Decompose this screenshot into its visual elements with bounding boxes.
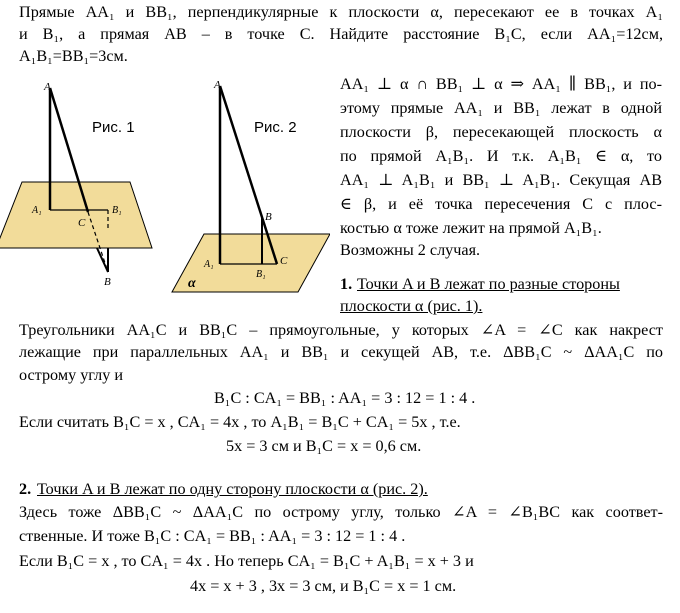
case-1-heading-a: Точки A и B лежат по разные стороны [357, 275, 620, 293]
case-1-heading-b: плоскости α (рис. 1). [340, 297, 483, 315]
case-2-number: 2. [19, 480, 32, 498]
label-a-fig1: A [44, 81, 51, 93]
case-1-line-3: острому углу и [19, 366, 124, 384]
label-c-fig2: C [280, 255, 288, 267]
case-1-number: 1. [340, 275, 353, 293]
label-c-fig1: C [78, 217, 86, 229]
label-b-fig1: B [104, 276, 111, 288]
label-b-fig2: B [265, 211, 272, 223]
figure-1-label: Рис. 1 [92, 119, 135, 136]
label-a1-fig1: A₁ [32, 205, 42, 216]
label-a1-fig2: A₁ [204, 259, 214, 270]
problem-line-1: Прямые AA₁ и BB₁, перпендикулярные к плоскости α, пересекают ее в точках A₁ [19, 3, 663, 21]
solution-right-line-2: этому прямые AA₁ и BB₁ лежат в одной [340, 99, 662, 117]
case-1-ratio: B₁C : CA₁ = BB₁ : AA₁ = 3 : 12 = 1 : 4 . [214, 389, 476, 407]
label-b1-fig2: B₁ [256, 269, 266, 280]
solution-right-line-7: костью α тоже лежит на прямой A₁B₁. [340, 219, 602, 237]
case-2-heading: Точки A и B лежат по одну сторону плоскости α (рис. 2). [37, 480, 428, 498]
problem-line-3: A₁B₁=BB₁=3см. [19, 47, 128, 65]
figure-1 [0, 70, 160, 300]
label-b1-fig1: B₁ [112, 205, 122, 216]
solution-right-line-5: AA₁ ⊥ A₁B₁ и BB₁ ⊥ A₁B₁. Секущая AB [340, 171, 662, 189]
label-a-fig2: A [214, 79, 221, 91]
problem-line-2: и B₁, а прямая AB – в точке C. Найдите расстояние B₁C, если AA₁=12см, [19, 25, 663, 43]
label-alpha-fig2: α [188, 276, 196, 291]
solution-right-line-6: ∈ β, и её точка пересечения C с плос- [340, 195, 662, 213]
solution-right-line-8: Возможны 2 случая. [340, 241, 481, 259]
solution-right-line-1: AA₁ ⊥ α ∩ BB₁ ⊥ α ⇒ AA₁ ∥ BB₁, и по- [340, 75, 662, 93]
case-2-line-3: Если B₁C = x , то CA₁ = 4x . Но теперь CA₁ = B₁C + A₁B₁ = x + 3 и [19, 552, 474, 570]
case-2-result: 4x = x + 3 , 3x = 3 см, и B₁C = x = 1 см. [190, 577, 457, 595]
figure-2 [170, 70, 330, 300]
case-1-line-2: лежащие при параллельных AA₁ и BB₁ и секущей AB, т.е. ΔBB₁C ~ ΔAA₁C по [19, 343, 663, 361]
case-1-result: 5x = 3 см и B₁C = x = 0,6 см. [226, 437, 422, 455]
case-1-line-4: Если считать B₁C = x , CA₁ = 4x , то A₁B₁ = B₁C + CA₁ = 5x , т.е. [19, 413, 461, 431]
case-2-line-1: Здесь тоже ΔBB₁C ~ ΔAA₁C по острому углу, только ∠A = ∠B₁BC как соответ- [19, 503, 663, 521]
segment-cb-fig1 [97, 248, 108, 272]
case-1-line-1: Треугольники AA₁C и BB₁C – прямоугольные, у которых ∠A = ∠C как накрест [19, 321, 663, 339]
solution-right-line-4: по прямой A₁B₁. И т.к. A₁B₁ ∈ α, то [340, 147, 662, 165]
figure-2-label: Рис. 2 [254, 119, 297, 136]
solution-right-line-3: плоскости β, пересекающей плоскость α [340, 123, 662, 141]
case-2-line-2: ственные. И тоже B₁C : CA₁ = BB₁ : AA₁ = 3 : 12 = 1 : 4 . [19, 527, 406, 545]
plane-alpha-fig1 [0, 182, 152, 248]
